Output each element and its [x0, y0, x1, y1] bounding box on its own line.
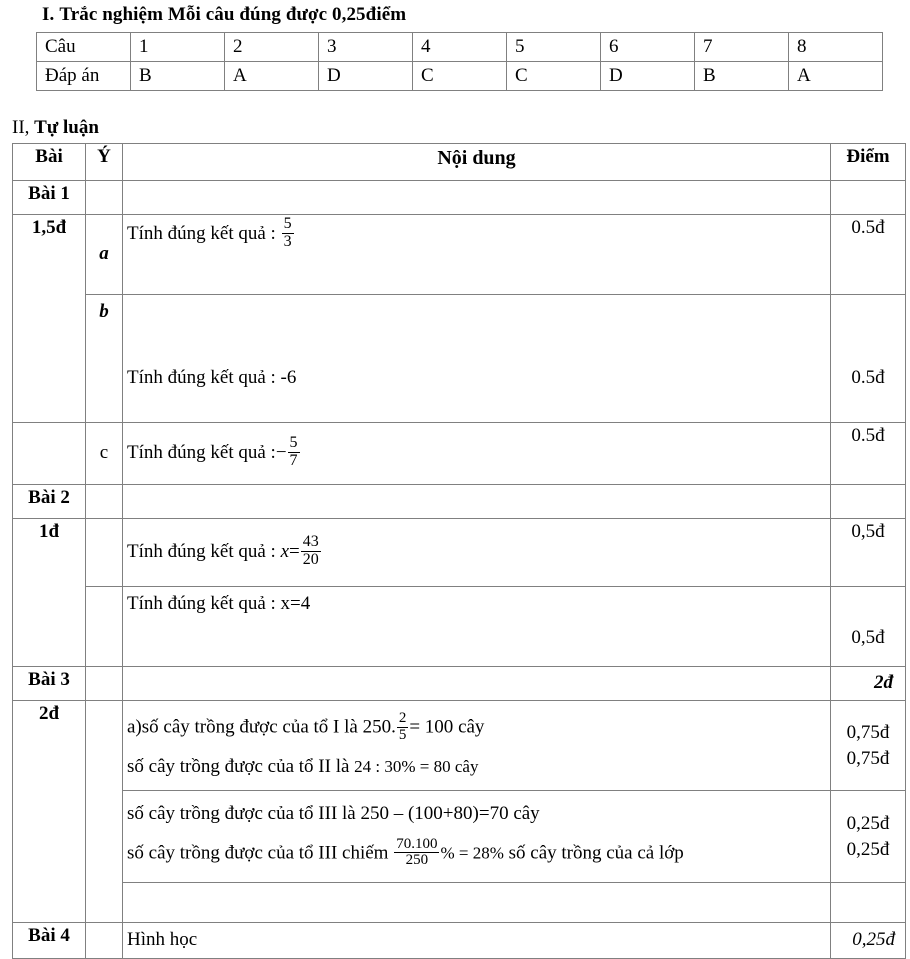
bai3-block2-points-2: 0,25đ	[846, 838, 890, 860]
bai3-b1-l1-denominator: 5	[398, 726, 407, 743]
bai2-label: Bài 2	[13, 485, 86, 519]
bai2-a-points: 0,5đ	[831, 519, 906, 587]
bai3-header-y	[86, 667, 123, 701]
section-2-numeral: II,	[12, 117, 30, 138]
mc-answer-6: D	[601, 62, 695, 91]
section-1-heading-text: Trắc nghiệm Mỗi câu đúng được 0,25điểm	[59, 4, 407, 25]
mc-question-4: 4	[413, 33, 507, 62]
bai3-block1-line2	[127, 756, 826, 779]
bai1-a-denominator: 3	[283, 232, 292, 250]
bai3-spacer-points	[831, 883, 906, 923]
bai1-c-denominator: 7	[289, 452, 298, 469]
section-2-title	[0, 91, 910, 143]
table-header-row	[13, 144, 906, 181]
bai1-header-y	[86, 181, 123, 215]
bai1-b-y: b	[86, 295, 123, 423]
mc-question-3: 3	[319, 33, 413, 62]
mc-answer-5: C	[507, 62, 601, 91]
bai2-a-fraction	[301, 534, 321, 569]
bai1-points-total: 1,5đ	[13, 215, 86, 423]
bai3-block1-points	[831, 701, 906, 791]
mc-answer-8: A	[789, 62, 883, 91]
table-row-answers	[37, 62, 883, 91]
bai3-b2-l2-expr: % = 28%	[440, 843, 504, 863]
bai3-spacer-content	[123, 883, 831, 923]
bai1-c-minus-sign: −	[275, 441, 287, 463]
bai3-block1-line1	[127, 709, 826, 745]
bai1-c-content	[123, 423, 831, 485]
bai1-header-content	[123, 181, 831, 215]
bai3-y-empty	[86, 701, 123, 923]
table-row-bai3-block1	[13, 701, 906, 791]
bai4-label: Bài 4	[13, 923, 86, 959]
bai3-b1-l2-prefix: số cây trồng được của tổ II là	[127, 756, 350, 778]
bai4-content: Hình học	[123, 923, 831, 959]
bai1-a-points: 0.5đ	[831, 215, 906, 295]
mc-question-6: 6	[601, 33, 695, 62]
bai3-b1-l1-fraction	[397, 711, 409, 744]
bai3-label: Bài 3	[13, 667, 86, 701]
bai1-a-y: a	[86, 215, 123, 295]
bai2-a-equals: =	[289, 540, 300, 562]
bai3-b1-l1-numerator: 2	[398, 709, 407, 726]
bai3-points-total: 2đ	[13, 701, 86, 923]
bai2-a-y	[86, 519, 123, 587]
bai3-b1-l1-suffix: cây	[458, 716, 485, 738]
bai3-b2-l2-prefix: số cây trồng được của tổ III chiếm	[127, 842, 389, 864]
bai2-a-numerator: 43	[302, 533, 319, 551]
bai3-block2-line1: số cây trồng được của tổ III là 250 – (100+80)=70 cây	[127, 802, 540, 824]
table-row-bai3-header	[13, 667, 906, 701]
bai1-a-content	[123, 215, 831, 295]
bai2-header-content	[123, 485, 831, 519]
bai2-header-points	[831, 485, 906, 519]
bai1-b-content	[123, 295, 831, 423]
mc-question-7: 7	[695, 33, 789, 62]
section-2-heading-text: Tự luận	[34, 117, 99, 138]
bai3-points-header: 2đ	[831, 667, 906, 701]
bai1-a-text: Tính đúng kết quả :	[127, 222, 276, 244]
table-row-bai3-block2	[13, 791, 906, 883]
header-diem: Điểm	[831, 144, 906, 181]
bai4-y	[86, 923, 123, 959]
bai3-b2-l2-numerator: 70.100	[396, 835, 438, 852]
bai4-points: 0,25đ	[831, 923, 906, 959]
table-row-bai1-a	[13, 215, 906, 295]
bai3-b2-l2-denominator: 250	[394, 852, 439, 869]
mc-question-1: 1	[131, 33, 225, 62]
table-row-bai4	[13, 923, 906, 959]
mc-row-label-dapan: Đáp án	[37, 62, 131, 91]
mc-answer-1: B	[131, 62, 225, 91]
bai1-c-bai-empty	[13, 423, 86, 485]
bai1-c-numerator: 5	[289, 434, 298, 452]
section-1-title	[0, 0, 910, 32]
bai2-a-variable: x	[280, 540, 289, 562]
mc-answer-7: B	[695, 62, 789, 91]
header-bai: Bài	[13, 144, 86, 181]
table-row-bai2-a	[13, 519, 906, 587]
grading-table	[12, 143, 906, 959]
bai3-block1-points-2: 0,75đ	[846, 747, 890, 769]
mc-question-5: 5	[507, 33, 601, 62]
bai2-b-text: Tính đúng kết quả : x=4	[127, 593, 311, 614]
bai1-label: Bài 1	[13, 181, 86, 215]
mc-question-8: 8	[789, 33, 883, 62]
bai1-c-text: Tính đúng kết quả :	[127, 441, 276, 463]
bai3-block2-content	[123, 791, 831, 883]
bai2-b-content	[123, 587, 831, 667]
bai2-b-points: 0,5đ	[831, 587, 906, 667]
table-row-bai1-header	[13, 181, 906, 215]
bai3-block1-content	[123, 701, 831, 791]
bai3-b2-l2-suffix: số cây trồng của cả lớp	[508, 842, 684, 864]
bai2-a-denominator: 20	[302, 551, 319, 568]
table-row-questions	[37, 33, 883, 62]
bai1-b-points: 0.5đ	[831, 295, 906, 423]
bai2-b-y	[86, 587, 123, 667]
table-row-bai3-spacer	[13, 883, 906, 923]
bai1-b-text: Tính đúng kết quả : -6	[127, 367, 297, 389]
bai2-points-total: 1đ	[13, 519, 86, 667]
bai3-block2-points-1: 0,25đ	[846, 812, 890, 834]
bai3-b1-l1-expr-b: = 100	[409, 716, 454, 738]
bai3-block2-line2	[127, 835, 826, 871]
bai1-c-y: c	[86, 423, 123, 485]
bai2-a-text: Tính đúng kết quả :	[127, 540, 276, 562]
bai3-b1-l1-prefix: a)số cây trồng được của tổ I là	[127, 716, 358, 738]
section-1-numeral: I.	[42, 4, 55, 25]
table-row-bai2-header	[13, 485, 906, 519]
bai2-header-y	[86, 485, 123, 519]
multiple-choice-table	[36, 32, 883, 91]
mc-row-label-cau: Câu	[37, 33, 131, 62]
bai1-header-points	[831, 181, 906, 215]
bai3-b1-l2-expr: 24 : 30% = 80 cây	[354, 757, 479, 777]
mc-answer-3: D	[319, 62, 413, 91]
bai1-c-points: 0.5đ	[831, 423, 906, 485]
bai1-c-fraction	[288, 435, 300, 470]
table-row-bai1-c	[13, 423, 906, 485]
header-noidung: Nội dung	[123, 144, 831, 181]
bai3-b2-l2-fraction	[394, 837, 439, 870]
mc-answer-2: A	[225, 62, 319, 91]
header-y: Ý	[86, 144, 123, 181]
bai3-b1-l1-expr-a: 250.	[362, 716, 396, 738]
table-row-bai2-b	[13, 587, 906, 667]
bai1-a-fraction	[282, 216, 294, 251]
bai3-header-content	[123, 667, 831, 701]
table-row-bai1-b	[13, 295, 906, 423]
mc-answer-4: C	[413, 62, 507, 91]
mc-question-2: 2	[225, 33, 319, 62]
bai2-a-content	[123, 519, 831, 587]
bai1-a-numerator: 5	[283, 215, 292, 232]
bai3-block1-points-1: 0,75đ	[846, 721, 890, 743]
bai3-block2-points	[831, 791, 906, 883]
